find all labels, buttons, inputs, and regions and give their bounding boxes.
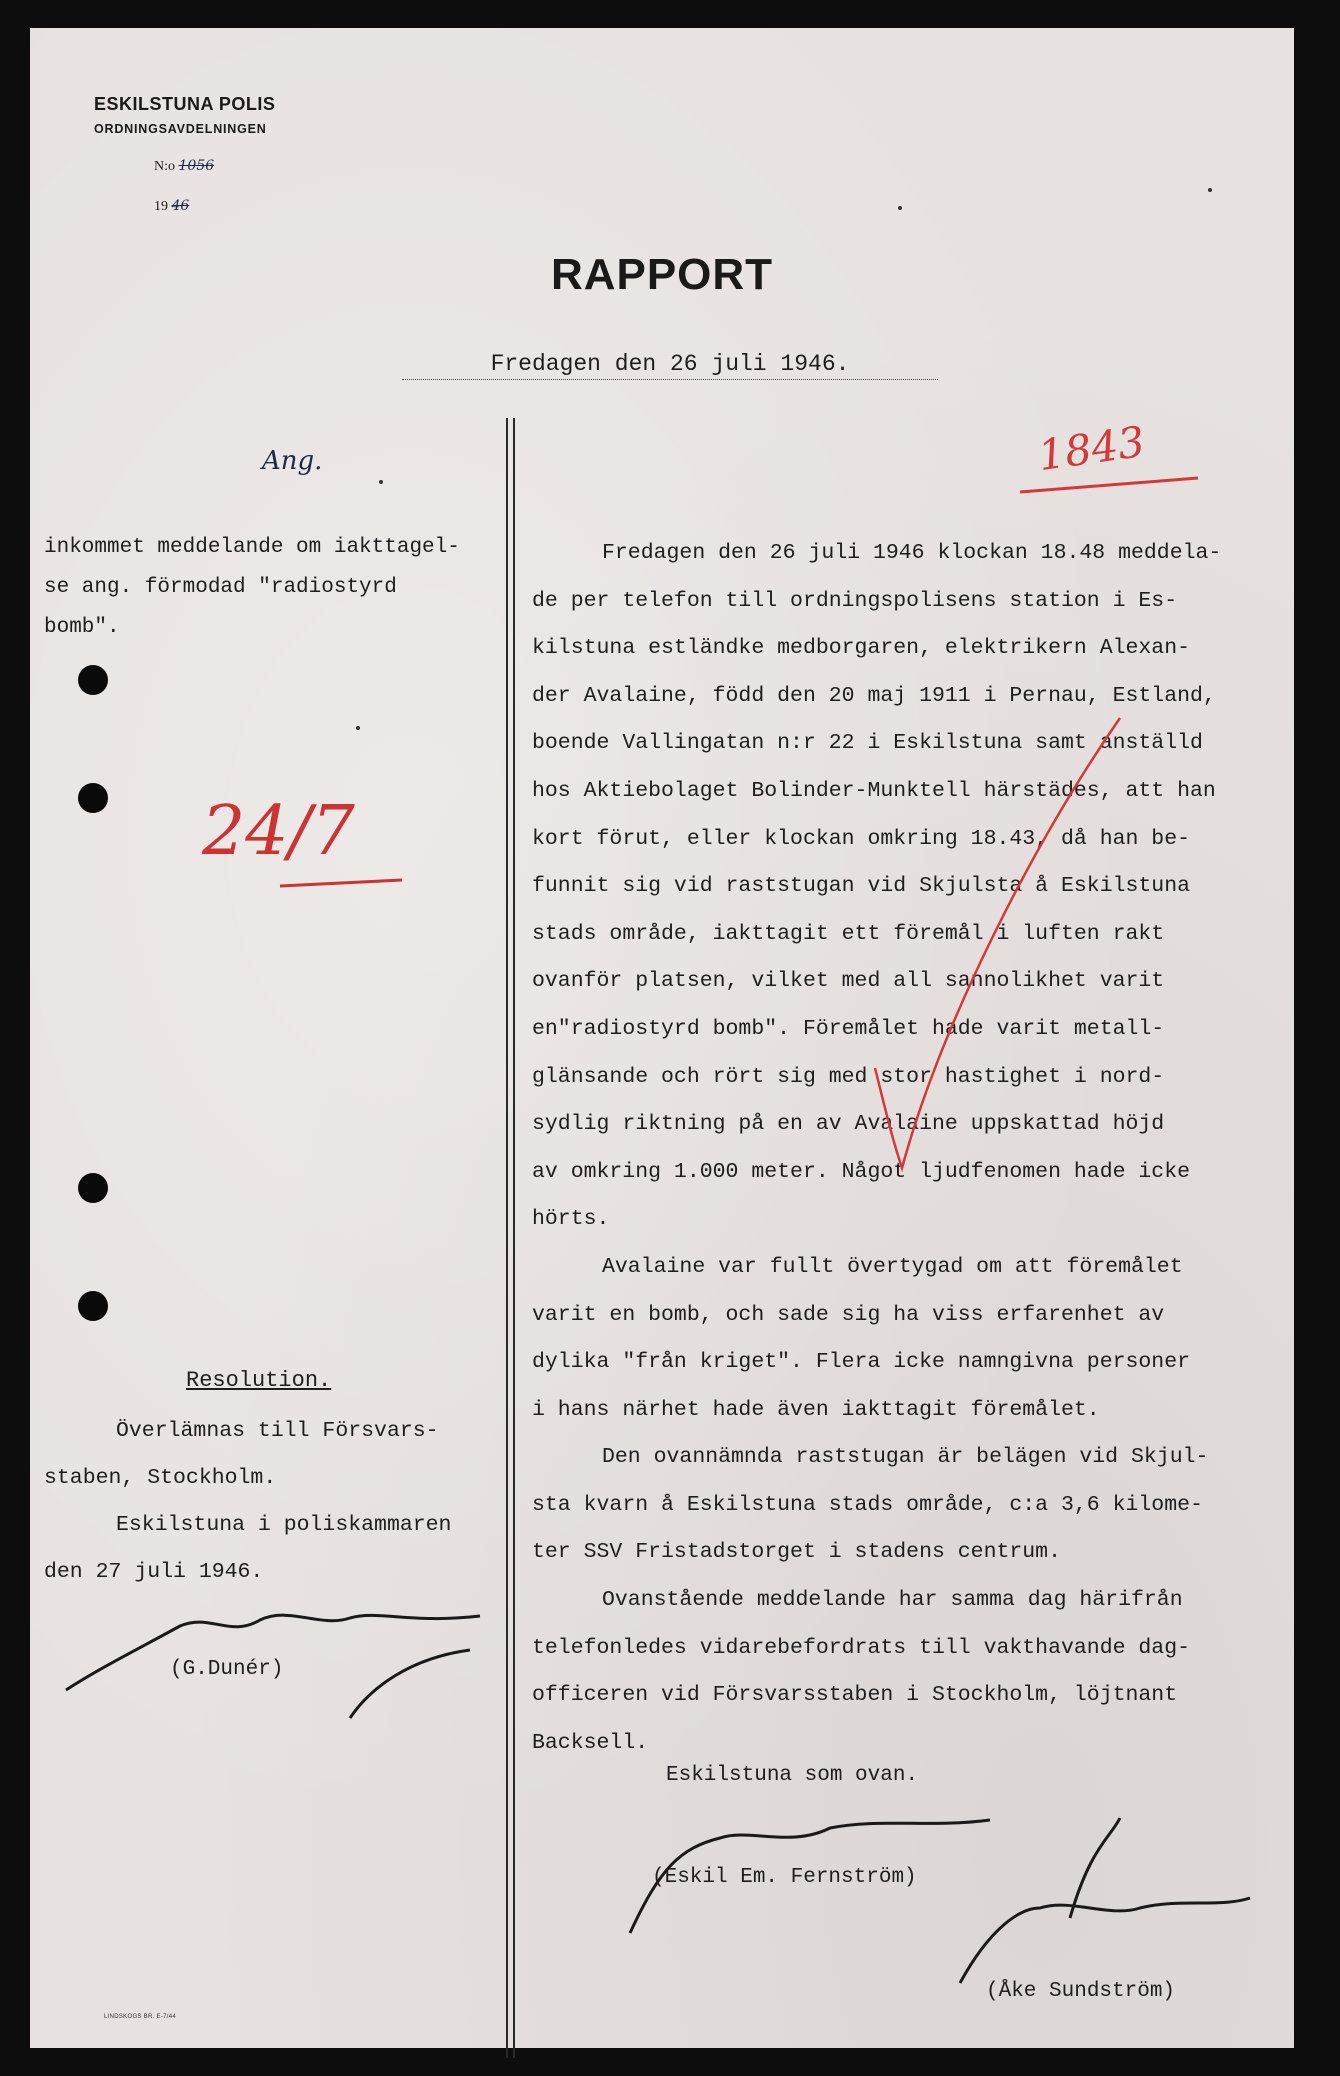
- body-line: kilstuna estländke medborgaren, elektrikern Alexan-: [532, 636, 1191, 661]
- resolution-heading: Resolution.: [186, 1368, 332, 1393]
- signature-duner-flourish: [350, 1650, 470, 1718]
- signature-name-sundstrom: (Åke Sundström): [986, 1980, 1176, 2003]
- signature-sundstrom-flourish: [1070, 1818, 1120, 1918]
- punch-hole: [78, 783, 108, 813]
- red-underline-mark: [1020, 478, 1198, 492]
- body-line: dylika "från kriget". Flera icke namngivna personer: [532, 1350, 1191, 1375]
- report-body: [532, 530, 1292, 1767]
- subject-line: inkommet meddelande om iakttagel-: [44, 536, 460, 559]
- signature-place: Eskilstuna som ovan.: [666, 1764, 919, 1787]
- red-stamp-number: 1843: [1035, 416, 1148, 481]
- body-line: stads område, iakttagit ett föremål i luften rakt: [532, 921, 1165, 946]
- signature-sundstrom: [960, 1898, 1250, 1983]
- body-line: boende Vallingatan n:r 22 i Eskilstuna samt anställd: [532, 731, 1203, 756]
- body-line: der Avalaine, född den 20 maj 1911 i Pernau, Estland,: [532, 683, 1216, 708]
- document-number: [154, 158, 214, 175]
- body-line: hos Aktiebolaget Bolinder-Munktell härstädes, att han: [532, 778, 1216, 803]
- body-line: officeren vid Försvarsstaben i Stockholm, löjtnant: [532, 1683, 1178, 1708]
- document-number-value: 1056: [178, 158, 215, 174]
- report-page: [30, 28, 1294, 2048]
- subject-line: se ang. förmodad "radiostyrd: [44, 576, 397, 599]
- paper-speck: [356, 726, 360, 730]
- ang-label: Ang.: [262, 446, 323, 476]
- punch-hole: [78, 1173, 108, 1203]
- resolution-line: staben, Stockholm.: [44, 1466, 277, 1490]
- column-divider: [506, 418, 508, 2058]
- resolution-line: den 27 juli 1946.: [44, 1560, 264, 1584]
- body-line: Avalaine var fullt övertygad om att föremålet: [602, 1254, 1183, 1279]
- punch-hole: [78, 1291, 108, 1321]
- subject-block: [44, 528, 514, 648]
- signature-name-duner: (G.Dunér): [170, 1658, 284, 1681]
- punch-hole: [78, 665, 108, 695]
- paper-speck: [379, 480, 383, 484]
- resolution-line: Överlämnas till Försvars-: [116, 1419, 439, 1443]
- body-line: de per telefon till ordningspolisens station i Es-: [532, 588, 1178, 613]
- handwritten-date: 24/7: [202, 792, 355, 871]
- subject-line: bomb".: [44, 616, 120, 639]
- body-line: telefonledes vidarebefordrats till vakthavande dag-: [532, 1635, 1191, 1660]
- body-line: Fredagen den 26 juli 1946 klockan 18.48 meddela-: [602, 541, 1222, 565]
- red-date-underline: [280, 880, 402, 886]
- resolution-text: [44, 1408, 512, 1596]
- body-line: sta kvarn å Eskilstuna stads område, c:a 3,6 kilome-: [532, 1492, 1203, 1517]
- paper-speck: [1208, 188, 1212, 192]
- body-line: en"radiostyrd bomb". Föremålet hade varit metall-: [532, 1016, 1165, 1041]
- date-line: Fredagen den 26 juli 1946.: [402, 351, 938, 380]
- column-divider: [513, 418, 515, 2058]
- body-line: glänsande och rört sig med stor hastighet i nord-: [532, 1064, 1165, 1089]
- org-name: ESKILSTUNA POLIS: [94, 94, 276, 114]
- body-line: Backsell.: [532, 1730, 649, 1755]
- paper-speck: [898, 206, 902, 210]
- document-title: RAPPORT: [550, 250, 774, 299]
- resolution-line: Eskilstuna i poliskammaren: [116, 1513, 452, 1537]
- document-number-prefix: N:o: [154, 159, 175, 174]
- document-year-prefix: 19: [154, 199, 168, 214]
- document-year: [154, 198, 189, 215]
- org-department: ORDNINGSAVDELNINGEN: [94, 122, 267, 136]
- document-year-value: 46: [171, 198, 190, 214]
- body-line: sydlig riktning på en av Avalaine uppskattad höjd: [532, 1112, 1165, 1137]
- body-line: ter SSV Fristadstorget i stadens centrum.: [532, 1540, 1061, 1565]
- body-line: Ovanstående meddelande har samma dag härifrån: [602, 1588, 1183, 1613]
- printer-mark: LINDSKOGS BR. E-7/44: [104, 2014, 177, 2020]
- body-line: kort förut, eller klockan omkring 18.43, då han be-: [532, 826, 1191, 851]
- body-line: funnit sig vid raststugan vid Skjulsta å Eskilstuna: [532, 874, 1191, 899]
- body-line: ovanför platsen, vilket med all sannolikhet varit: [532, 969, 1165, 994]
- signature-name-fernstrom: (Eskil Em. Fernström): [652, 1866, 917, 1889]
- body-line: av omkring 1.000 meter. Något ljudfenomen hade icke: [532, 1159, 1191, 1184]
- body-line: varit en bomb, och sade sig ha viss erfarenhet av: [532, 1302, 1165, 1327]
- body-line: Den ovannämnda raststugan är belägen vid Skjul-: [602, 1445, 1209, 1470]
- body-line: hörts.: [532, 1207, 610, 1232]
- body-line: i hans närhet hade även iakttagit föremålet.: [532, 1397, 1100, 1422]
